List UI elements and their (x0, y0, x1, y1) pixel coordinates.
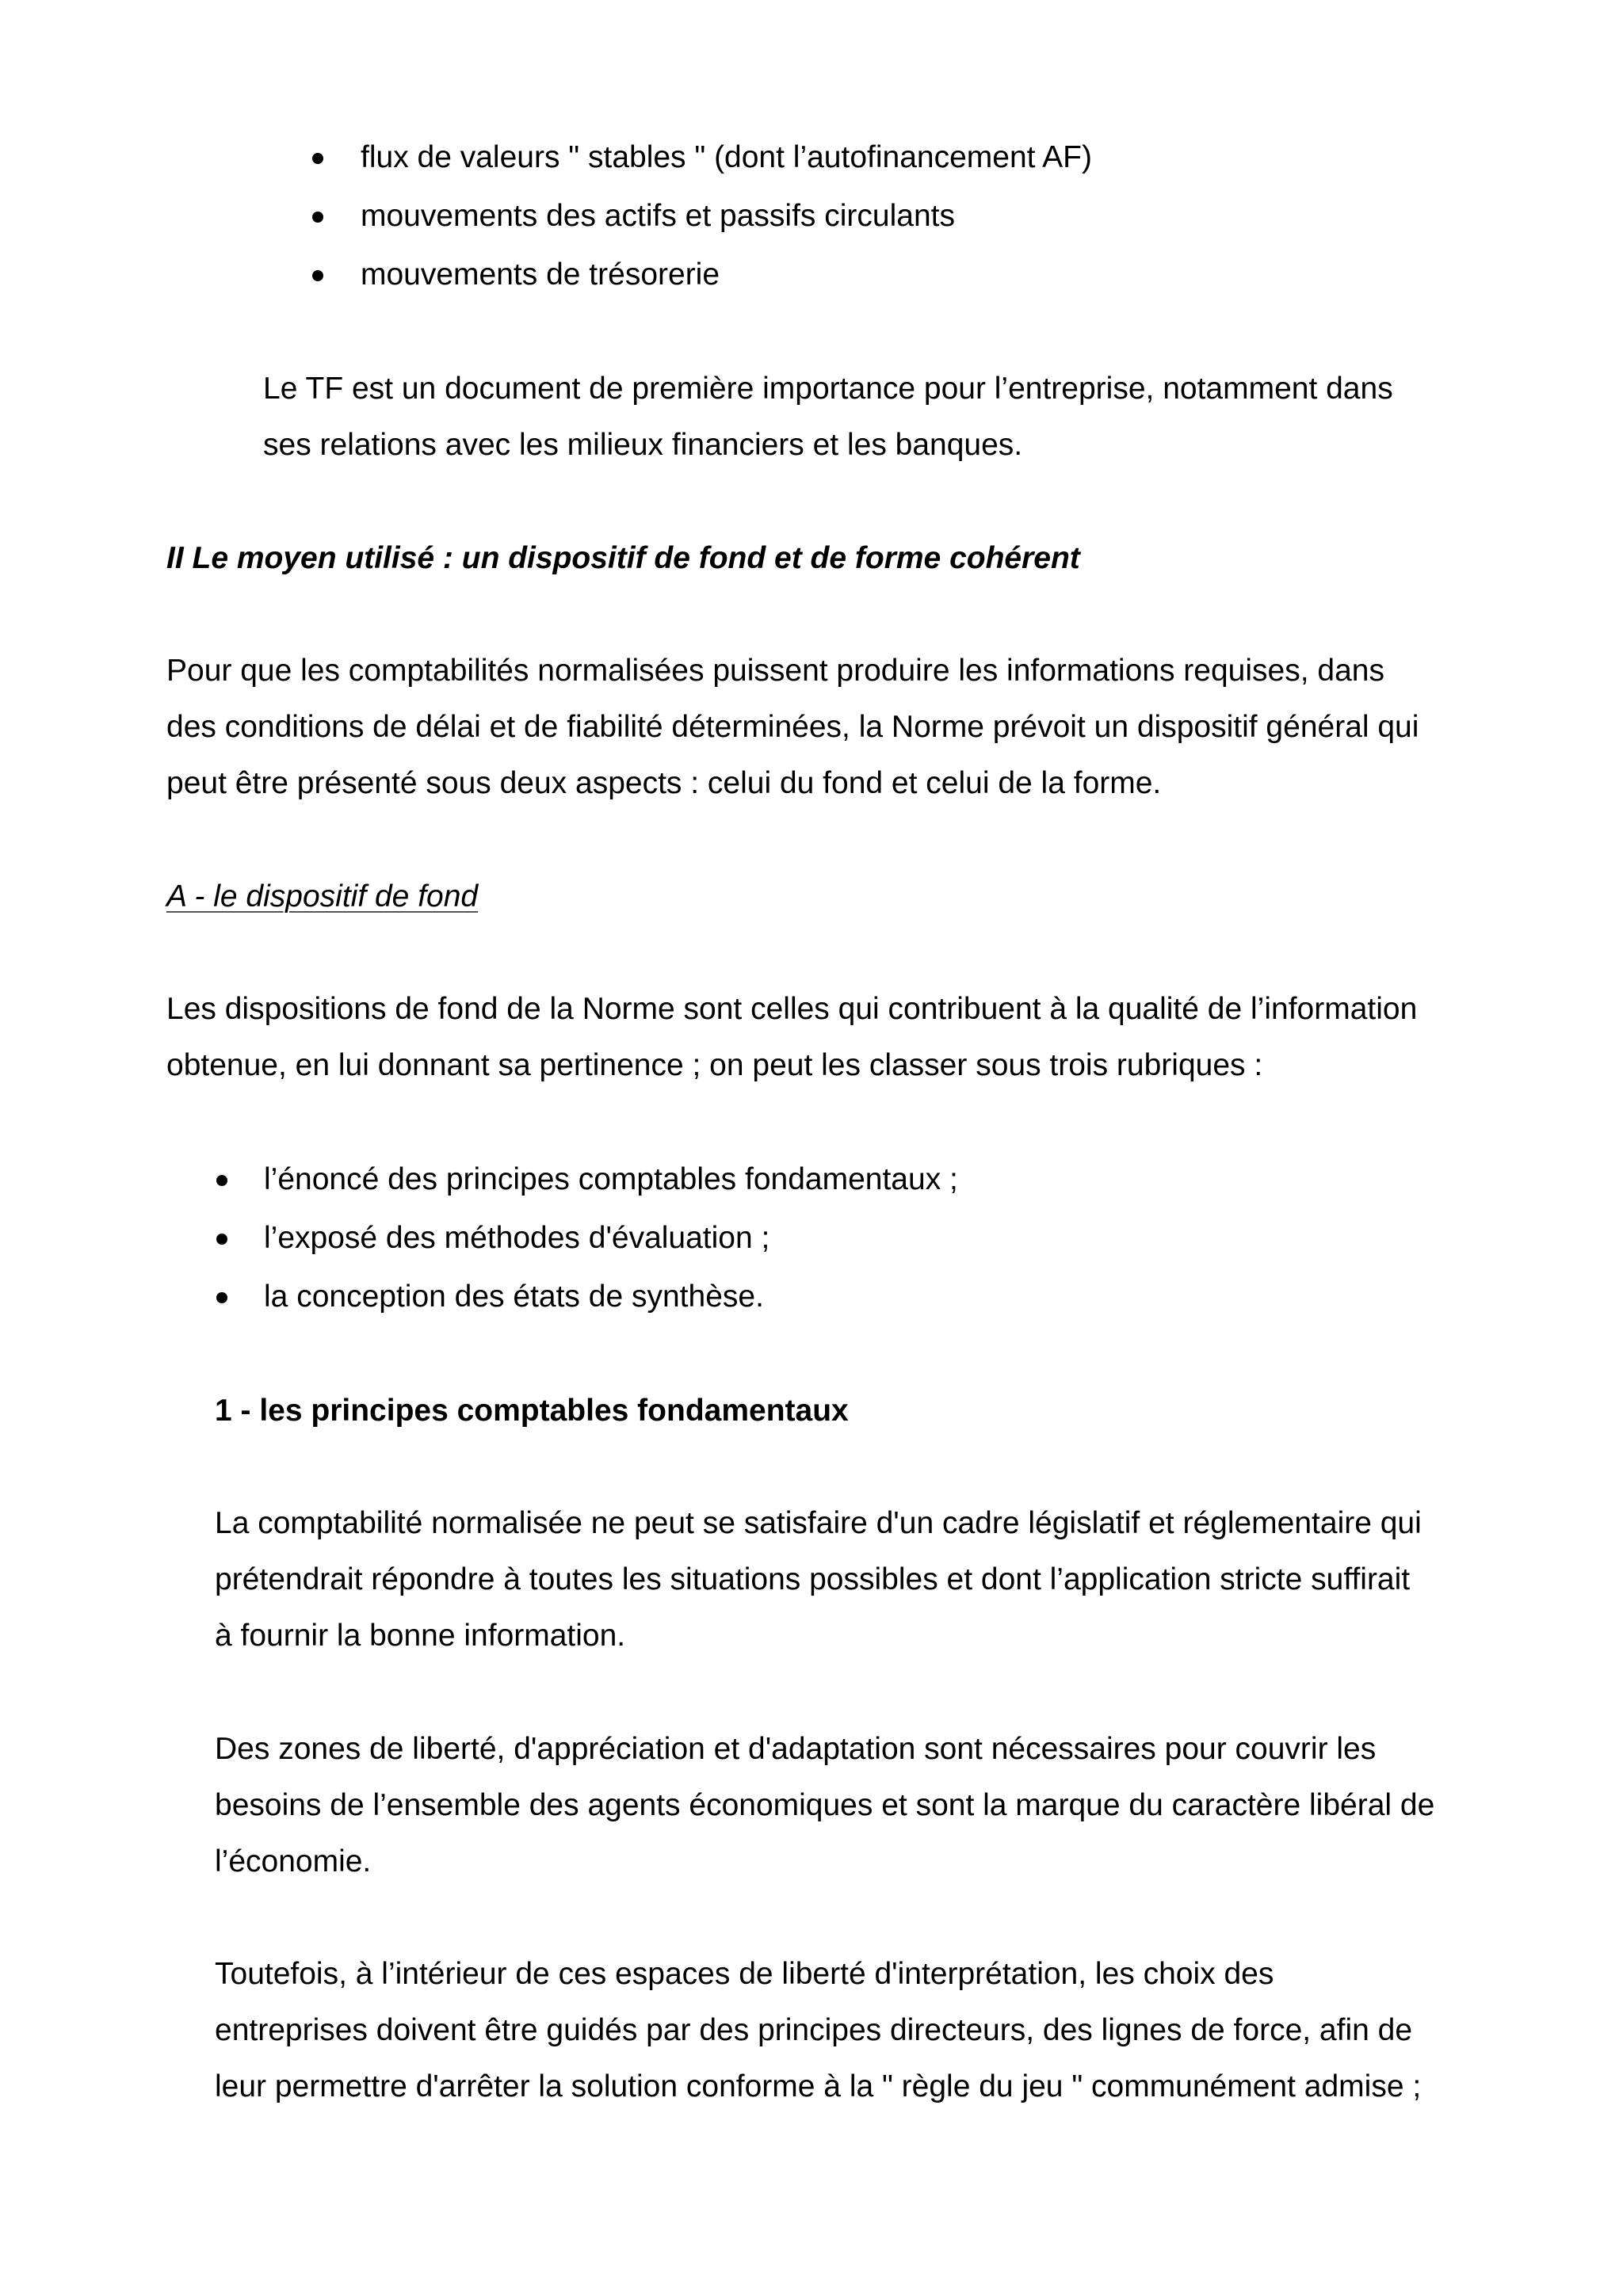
paragraph-line: à fournir la bonne information. (215, 1619, 626, 1653)
list-item-text: l’exposé des méthodes d'évaluation ; (264, 1221, 770, 1255)
paragraph-line: prétendrait répondre à toutes les situations possibles et dont l’application stricte suffirait (215, 1562, 1411, 1596)
paragraph-line: besoins de l’ensemble des agents économiques et sont la marque du caractère libéral de (215, 1788, 1435, 1822)
paragraph-line: Toutefois, à l’intérieur de ces espaces de liberté d'interprétation, les choix des (215, 1957, 1274, 1991)
bullet-icon (216, 1234, 227, 1245)
paragraph-line: des conditions de délai et de fiabilité déterminées, la Norme prévoit un dispositif général qui (166, 710, 1419, 744)
list-item-text: flux de valeurs " stables " (dont l’autofinancement AF) (361, 140, 1092, 174)
bullet-icon (312, 270, 323, 281)
paragraph-line: Le TF est un document de première importance pour l’entreprise, notamment dans (263, 372, 1393, 406)
paragraph-line: Des zones de liberté, d'appréciation et d'adaptation sont nécessaires pour couvrir les (215, 1732, 1377, 1766)
point-1-heading: 1 - les principes comptables fondamentaux (215, 1394, 849, 1428)
list-item-text: l’énoncé des principes comptables fondamentaux ; (264, 1162, 958, 1196)
paragraph-line: entreprises doivent être guidés par des principes directeurs, des lignes de force, afin de (215, 2013, 1413, 2047)
bullet-icon (312, 153, 323, 164)
list-item-text: mouvements des actifs et passifs circulants (361, 199, 955, 233)
paragraph-line: obtenue, en lui donnant sa pertinence ; on peut les classer sous trois rubriques : (166, 1048, 1263, 1082)
paragraph-line: ses relations avec les milieux financiers et les banques. (263, 428, 1023, 462)
subsection-a-heading: A - le dispositif de fond (166, 879, 479, 913)
paragraph-line: La comptabilité normalisée ne peut se satisfaire d'un cadre législatif et réglementaire qui (215, 1506, 1422, 1540)
paragraph-line: Pour que les comptabilités normalisées puissent produire les informations requises, dans (166, 654, 1384, 688)
bullet-icon (216, 1175, 227, 1186)
section-ii-heading: II Le moyen utilisé : un dispositif de fond et de forme cohérent (166, 541, 1080, 575)
bullet-icon (216, 1292, 227, 1303)
bullet-icon (312, 212, 323, 223)
paragraph-line: Les dispositions de fond de la Norme sont celles qui contribuent à la qualité de l’information (166, 992, 1418, 1026)
list-item-text: mouvements de trésorerie (361, 257, 720, 292)
list-item-text: la conception des états de synthèse. (264, 1280, 764, 1314)
paragraph-line: leur permettre d'arrêter la solution conforme à la " règle du jeu " communément admise ; (215, 2069, 1422, 2103)
paragraph-line: peut être présenté sous deux aspects : celui du fond et celui de la forme. (166, 766, 1162, 800)
paragraph-line: l’économie. (215, 1844, 372, 1878)
